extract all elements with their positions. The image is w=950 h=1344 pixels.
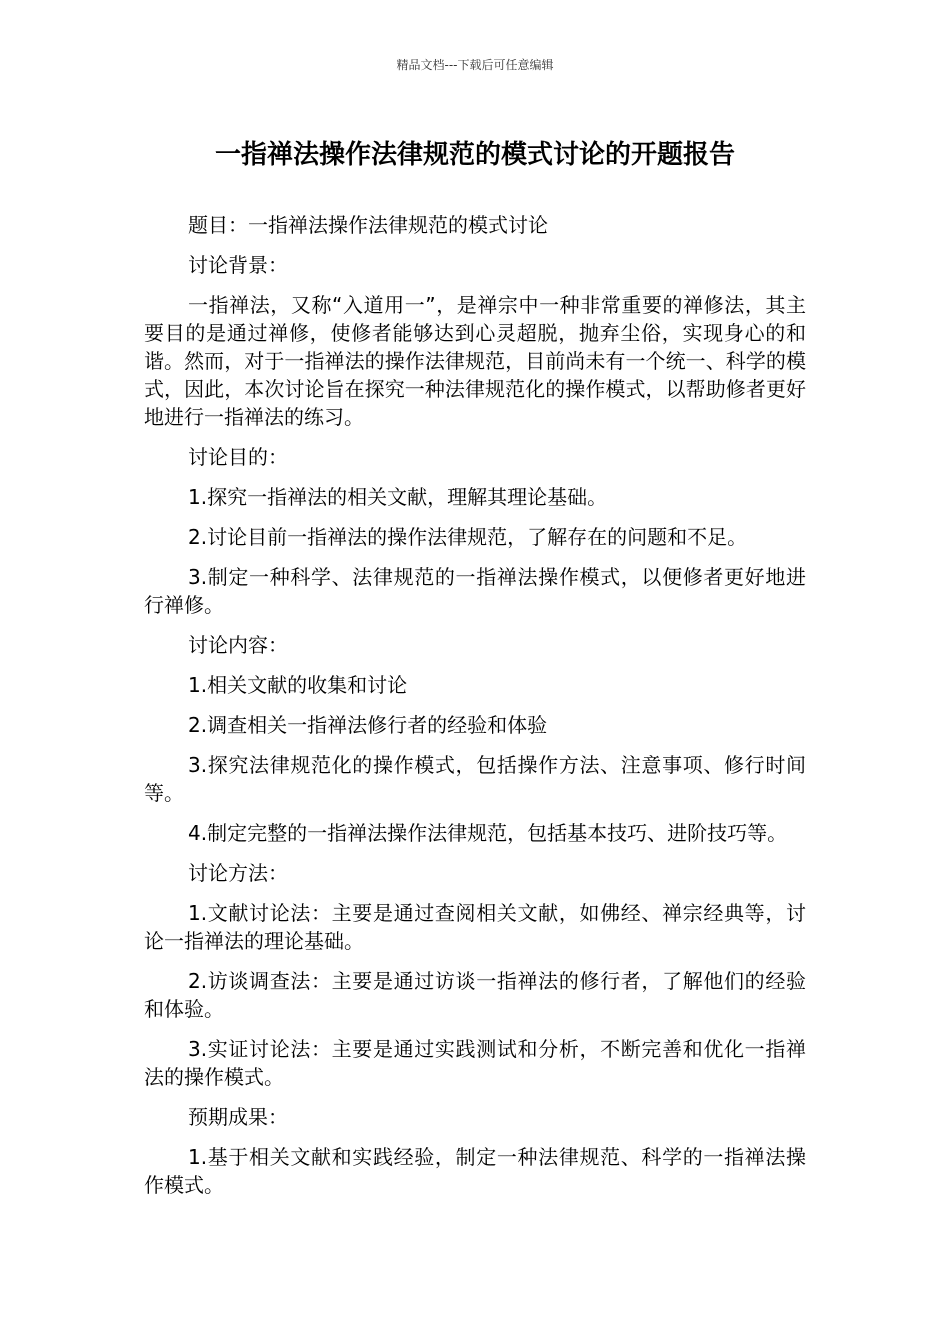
heading-expected-results: 预期成果： <box>188 1105 288 1129</box>
method-item: 3.实证讨论法：主要是通过实践测试和分析，不断完善和优化一指禅法的操作模式。 <box>144 1037 806 1089</box>
heading-purpose: 讨论目的： <box>188 445 288 469</box>
content-item: 4.制定完整的一指禅法操作法律规范，包括基本技巧、进阶技巧等。 <box>188 821 788 845</box>
document-title: 一指禅法操作法律规范的模式讨论的开题报告 <box>214 140 735 170</box>
document-body <box>144 211 806 1211</box>
method-item: 1.文献讨论法：主要是通过查阅相关文献，如佛经、禅宗经典等，讨论一指禅法的理论基础。 <box>144 901 806 953</box>
header-note: 精品文档---下载后可任意编辑 <box>396 58 554 72</box>
content-item: 2.调查相关一指禅法修行者的经验和体验 <box>188 713 548 737</box>
heading-method: 讨论方法： <box>188 861 288 885</box>
purpose-item: 1.探究一指禅法的相关文献，理解其理论基础。 <box>188 485 608 509</box>
content-item: 1.相关文献的收集和讨论 <box>188 673 408 697</box>
heading-content: 讨论内容： <box>188 633 288 657</box>
expected-result-item: 1.基于相关文献和实践经验，制定一种法律规范、科学的一指禅法操作模式。 <box>144 1145 806 1197</box>
purpose-item: 2.讨论目前一指禅法的操作法律规范，了解存在的问题和不足。 <box>188 525 748 549</box>
paragraph-background: 一指禅法，又称“入道用一”，是禅宗中一种非常重要的禅修法，其主要目的是通过禅修，使修者能够达到心灵超脱，抛弃尘俗，实现身心的和谐。然而，对于一指禅法的操作法律规范，目前尚未有一个统一、科学的模式，因此，本次讨论旨在探究一种法律规范化的操作模式，以帮助修者更好地进行一指禅法的练习。 <box>144 293 806 429</box>
paragraph-topic: 题目：一指禅法操作法律规范的模式讨论 <box>188 213 548 237</box>
method-item: 2.访谈调查法：主要是通过访谈一指禅法的修行者，了解他们的经验和体验。 <box>144 969 806 1021</box>
heading-background: 讨论背景： <box>188 253 288 277</box>
purpose-item: 3.制定一种科学、法律规范的一指禅法操作模式，以便修者更好地进行禅修。 <box>144 565 806 617</box>
content-item: 3.探究法律规范化的操作模式，包括操作方法、注意事项、修行时间等。 <box>144 753 806 805</box>
